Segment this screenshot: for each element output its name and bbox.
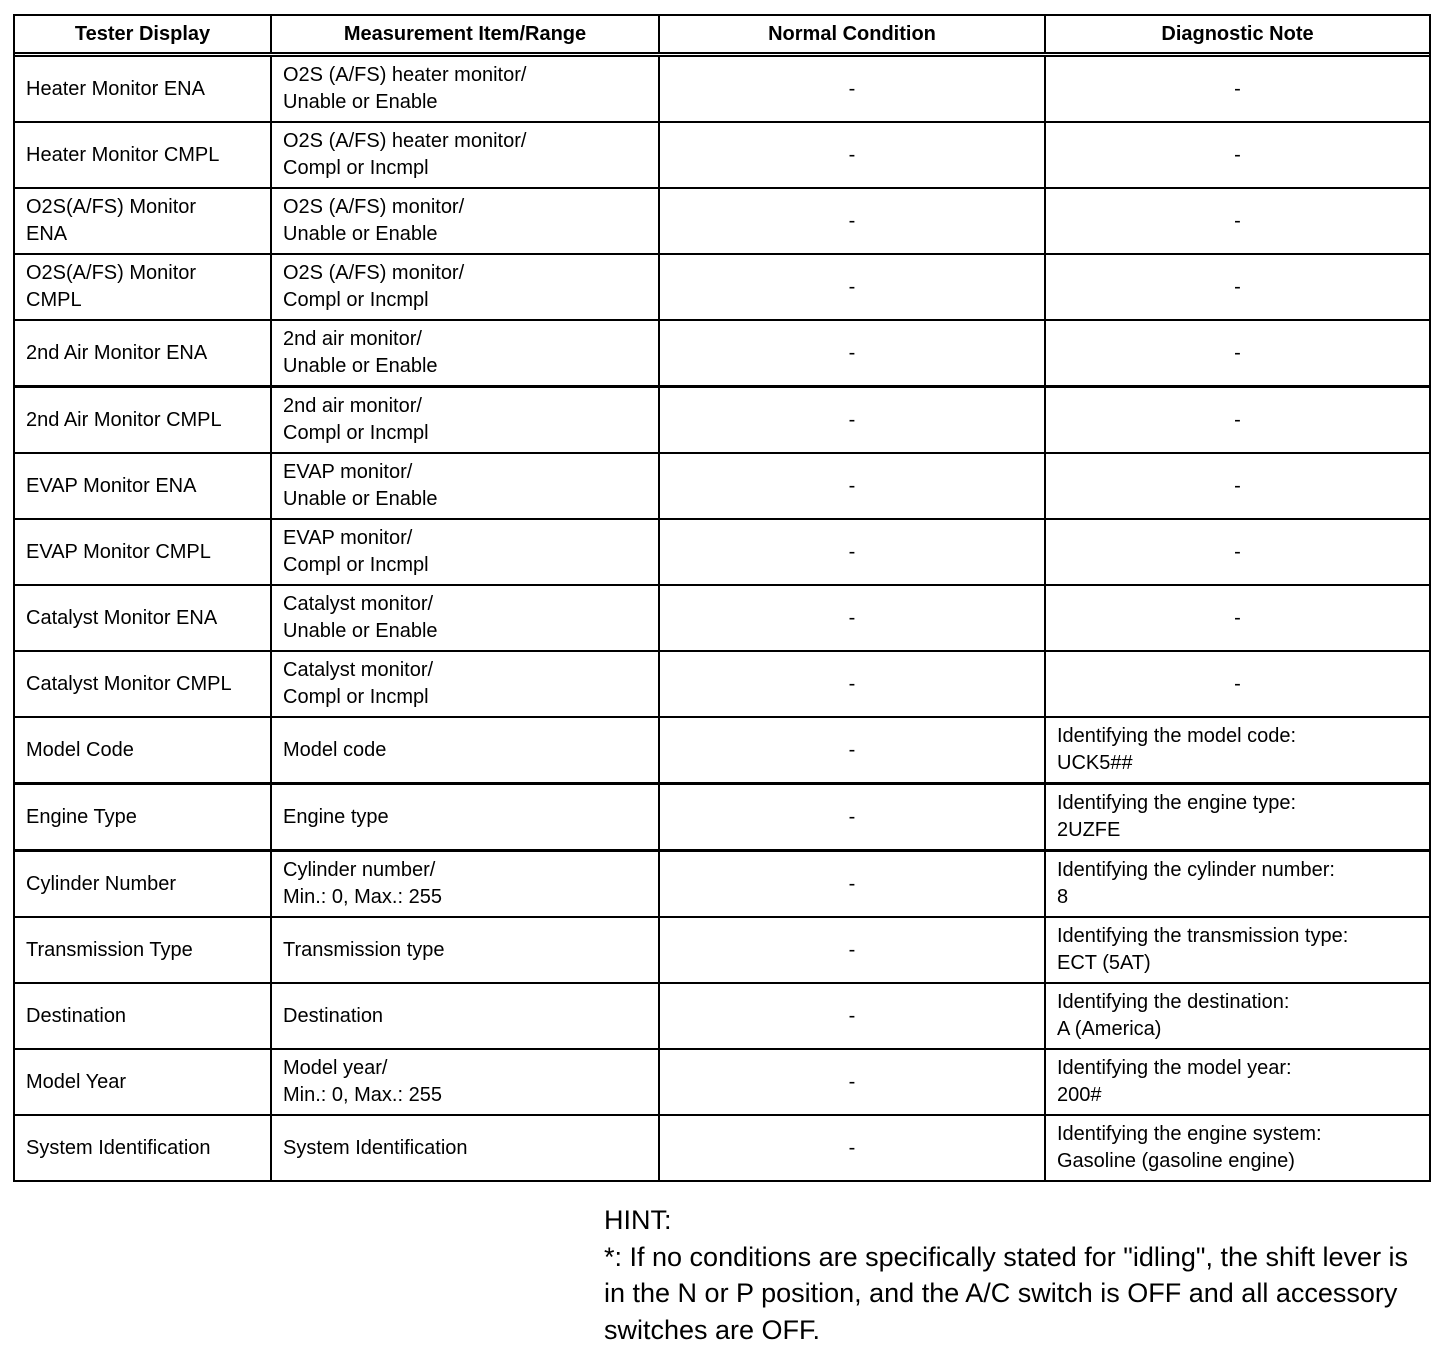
- cell-diagnostic-note: -: [1045, 651, 1429, 717]
- cell-normal-condition: -: [659, 1049, 1045, 1115]
- cell-measurement-item: Cylinder number/ Min.: 0, Max.: 255: [271, 851, 659, 918]
- table-row: [15, 320, 1429, 387]
- table-row: [15, 387, 1429, 454]
- cell-measurement-item: Destination: [271, 983, 659, 1049]
- cell-measurement-item: O2S (A/FS) heater monitor/ Unable or Enable: [271, 55, 659, 123]
- cell-tester-display: Transmission Type: [15, 917, 271, 983]
- cell-tester-display: Engine Type: [15, 784, 271, 851]
- cell-measurement-item: Model code: [271, 717, 659, 784]
- header-diagnostic-note: Diagnostic Note: [1045, 16, 1429, 55]
- cell-tester-display: 2nd Air Monitor ENA: [15, 320, 271, 387]
- cell-measurement-item: Catalyst monitor/ Compl or Incmpl: [271, 651, 659, 717]
- cell-normal-condition: -: [659, 651, 1045, 717]
- table-row: [15, 983, 1429, 1049]
- cell-diagnostic-note: -: [1045, 453, 1429, 519]
- cell-normal-condition: -: [659, 1115, 1045, 1180]
- hint-body: *: If no conditions are specifically stated for "idling", the shift lever is in the N or P position, and the A/C switch is OFF and all accessory switches are OFF.: [604, 1241, 1409, 1345]
- cell-measurement-item: 2nd air monitor/ Unable or Enable: [271, 320, 659, 387]
- cell-measurement-item: Engine type: [271, 784, 659, 851]
- cell-normal-condition: -: [659, 320, 1045, 387]
- table-row: [15, 453, 1429, 519]
- cell-tester-display: Catalyst Monitor ENA: [15, 585, 271, 651]
- cell-diagnostic-note: Identifying the model code: UCK5##: [1045, 717, 1429, 784]
- cell-normal-condition: -: [659, 917, 1045, 983]
- table-header-row: [15, 16, 1429, 55]
- cell-diagnostic-note: -: [1045, 585, 1429, 651]
- cell-measurement-item: O2S (A/FS) monitor/ Unable or Enable: [271, 188, 659, 254]
- cell-tester-display: EVAP Monitor CMPL: [15, 519, 271, 585]
- cell-diagnostic-note: -: [1045, 254, 1429, 320]
- cell-diagnostic-note: Identifying the engine system: Gasoline (gasoline engine): [1057, 1123, 1322, 1172]
- cell-tester-display: Heater Monitor ENA: [15, 55, 271, 123]
- cell-normal-condition: -: [659, 387, 1045, 454]
- header-tester-display: Tester Display: [15, 16, 271, 55]
- cell-measurement-item: O2S (A/FS) heater monitor/ Compl or Incmpl: [271, 122, 659, 188]
- table-row: [15, 519, 1429, 585]
- cell-normal-condition: -: [659, 717, 1045, 784]
- cell-diagnostic-note: Identifying the destination: A (America): [1045, 983, 1429, 1049]
- cell-measurement-item: System Identification: [271, 1115, 659, 1180]
- table-row: [15, 122, 1429, 188]
- cell-diagnostic-note: -: [1045, 122, 1429, 188]
- cell-measurement-item: Catalyst monitor/ Unable or Enable: [271, 585, 659, 651]
- cell-tester-display: EVAP Monitor ENA: [15, 453, 271, 519]
- cell-tester-display: Model Year: [15, 1049, 271, 1115]
- cell-normal-condition: -: [659, 122, 1045, 188]
- cell-measurement-item: O2S (A/FS) monitor/ Compl or Incmpl: [271, 254, 659, 320]
- cell-measurement-item: 2nd air monitor/ Compl or Incmpl: [271, 387, 659, 454]
- cell-diagnostic-note: -: [1045, 188, 1429, 254]
- cell-diagnostic-note: -: [1045, 519, 1429, 585]
- cell-normal-condition: -: [659, 519, 1045, 585]
- cell-normal-condition: -: [659, 585, 1045, 651]
- cell-tester-display: Heater Monitor CMPL: [15, 122, 271, 188]
- data-list-table: [15, 16, 1429, 1180]
- cell-diagnostic-note: -: [1045, 387, 1429, 454]
- cell-diagnostic-note: Identifying the cylinder number: 8: [1045, 851, 1429, 918]
- cell-normal-condition: -: [659, 254, 1045, 320]
- table-row: [15, 717, 1429, 784]
- cell-tester-display: 2nd Air Monitor CMPL: [15, 387, 271, 454]
- table-row: [15, 55, 1429, 123]
- cell-normal-condition: -: [659, 851, 1045, 918]
- cell-tester-display: Model Code: [15, 717, 271, 784]
- cell-normal-condition: -: [659, 55, 1045, 123]
- cell-tester-display: Destination: [15, 983, 271, 1049]
- cell-tester-display: O2S(A/FS) Monitor ENA: [15, 188, 271, 254]
- table-row: [15, 585, 1429, 651]
- cell-normal-condition: -: [659, 453, 1045, 519]
- cell-diagnostic-note: Identifying the model year: 200#: [1045, 1049, 1429, 1115]
- cell-diagnostic-note: Identifying the engine type: 2UZFE: [1045, 784, 1429, 851]
- header-normal-condition: Normal Condition: [659, 16, 1045, 55]
- cell-measurement-item: Model year/ Min.: 0, Max.: 255: [271, 1049, 659, 1115]
- cell-measurement-item: Transmission type: [271, 917, 659, 983]
- table-row: [15, 784, 1429, 851]
- cell-normal-condition: -: [659, 983, 1045, 1049]
- table-row: [15, 1115, 1429, 1180]
- cell-diagnostic-note: Identifying the transmission type: ECT (5AT): [1045, 917, 1429, 983]
- hint-title: HINT:: [604, 1205, 672, 1235]
- header-measurement-item: Measurement Item/Range: [271, 16, 659, 55]
- data-list-table-container: [13, 14, 1431, 1182]
- table-row: [15, 851, 1429, 918]
- cell-tester-display: Catalyst Monitor CMPL: [15, 651, 271, 717]
- cell-normal-condition: -: [659, 784, 1045, 851]
- table-row: [15, 651, 1429, 717]
- cell-tester-display: System Identification: [15, 1115, 271, 1180]
- table-row: [15, 917, 1429, 983]
- cell-normal-condition: -: [659, 188, 1045, 254]
- cell-diagnostic-note: -: [1045, 320, 1429, 387]
- hint-note: [604, 1202, 1434, 1348]
- cell-measurement-item: EVAP monitor/ Compl or Incmpl: [271, 519, 659, 585]
- table-row: [15, 1049, 1429, 1115]
- table-row: [15, 188, 1429, 254]
- cell-diagnostic-note: -: [1045, 55, 1429, 123]
- table-row: [15, 254, 1429, 320]
- cell-measurement-item: EVAP monitor/ Unable or Enable: [271, 453, 659, 519]
- cell-tester-display: O2S(A/FS) Monitor CMPL: [15, 254, 271, 320]
- cell-tester-display: Cylinder Number: [15, 851, 271, 918]
